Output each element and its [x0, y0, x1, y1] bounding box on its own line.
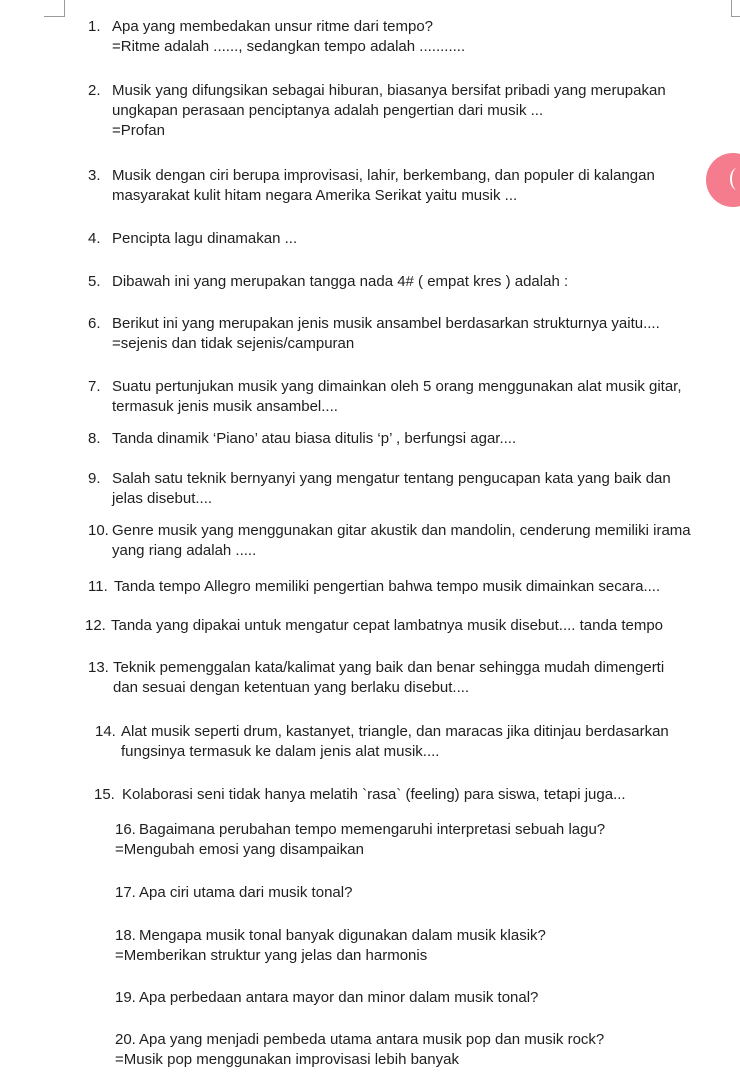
question-text-line: Suatu pertunjukan musik yang dimainkan oleh 5 orang menggunakan alat musik gitar, [112, 378, 682, 395]
answer-text: =Profan [112, 122, 165, 139]
answer-text: =Mengubah emosi yang disampaikan [115, 841, 364, 858]
question-text-line: Pencipta lagu dinamakan ... [112, 230, 298, 247]
page-corner-mark-left-line [44, 16, 64, 17]
question-number: 11. [88, 578, 108, 595]
question-text-line: Tanda yang dipakai untuk mengatur cepat lambatnya musik disebut.... tanda tempo [111, 617, 664, 634]
question-text-line: Alat musik seperti drum, kastanyet, triangle, dan maracas jika ditinjau berdasarkan [121, 723, 669, 740]
answer-text: =Musik pop menggunakan improvisasi lebih banyak [115, 1051, 459, 1068]
answer-text: =Ritme adalah ......, sedangkan tempo adalah ........... [112, 38, 466, 55]
question-text-line: Musik dengan ciri berupa improvisasi, lahir, berkembang, dan populer di kalangan [112, 167, 655, 184]
question-text-line: Berikut ini yang merupakan jenis musik ansambel berdasarkan strukturnya yaitu.... [112, 315, 660, 332]
question-number: 8. [88, 430, 101, 447]
question-text-line: masyarakat kulit hitam negara Amerika Serikat yaitu musik ... [112, 187, 518, 204]
question-text-line: Apa yang menjadi pembeda utama antara musik pop dan musik rock? [139, 1031, 605, 1048]
question-number: 16. [115, 821, 136, 838]
question-number: 2. [88, 82, 101, 99]
question-text-line: jelas disebut.... [112, 490, 213, 507]
floating-action-button[interactable] [706, 153, 740, 207]
question-text-line: termasuk jenis musik ansambel.... [112, 398, 338, 415]
question-text-line: Musik yang difungsikan sebagai hiburan, biasanya bersifat pribadi yang merupakan [112, 82, 666, 99]
question-number: 19. [115, 989, 136, 1006]
question-text-line: fungsinya termasuk ke dalam jenis alat musik.... [121, 743, 440, 760]
question-text-line: Apa ciri utama dari musik tonal? [139, 884, 353, 901]
question-number: 20. [115, 1031, 136, 1048]
question-text-line: Bagaimana perubahan tempo memengaruhi interpretasi sebuah lagu? [139, 821, 606, 838]
question-number: 14. [95, 723, 116, 740]
question-number: 7. [88, 378, 101, 395]
question-text-line: Tanda dinamik ‘Piano’ atau biasa ditulis ‘p’ , berfungsi agar.... [112, 430, 517, 447]
question-text-line: Apa perbedaan antara mayor dan minor dalam musik tonal? [139, 989, 539, 1006]
question-number: 18. [115, 927, 136, 944]
question-text-line: Teknik pemenggalan kata/kalimat yang baik dan benar sehingga mudah dimengerti [113, 659, 665, 676]
question-number: 6. [88, 315, 101, 332]
question-text-line: Dibawah ini yang merupakan tangga nada 4# ( empat kres ) adalah : [112, 273, 569, 290]
page-corner-mark-left [64, 0, 65, 17]
question-text-line: dan sesuai dengan ketentuan yang berlaku disebut.... [113, 679, 470, 696]
question-text-line: Kolaborasi seni tidak hanya melatih `rasa` (feeling) para siswa, tetapi juga... [122, 786, 626, 803]
question-text-line: Salah satu teknik bernyanyi yang mengatur tentang pengucapan kata yang baik dan [112, 470, 671, 487]
question-text-line: Tanda tempo Allegro memiliki pengertian bahwa tempo musik dimainkan secara.... [114, 578, 661, 595]
question-number: 17. [115, 884, 136, 901]
question-number: 3. [88, 167, 101, 184]
question-number: 13. [88, 659, 109, 676]
question-number: 5. [88, 273, 101, 290]
question-text-line: ungkapan perasaan penciptanya adalah pengertian dari musik ... [112, 102, 544, 119]
answer-text: =Memberikan struktur yang jelas dan harmonis [115, 947, 428, 964]
question-text-line: Apa yang membedakan unsur ritme dari tempo? [112, 18, 434, 35]
question-number: 10. [88, 522, 109, 539]
question-number: 4. [88, 230, 101, 247]
question-number: 15. [94, 786, 115, 803]
question-text-line: Mengapa musik tonal banyak digunakan dalam musik klasik? [139, 927, 546, 944]
page-corner-mark-right [731, 0, 740, 17]
question-text-line: Genre musik yang menggunakan gitar akustik dan mandolin, cenderung memiliki irama [112, 522, 691, 539]
answer-text: =sejenis dan tidak sejenis/campuran [112, 335, 355, 352]
question-number: 12. [85, 617, 106, 634]
question-number: 9. [88, 470, 101, 487]
question-number: 1. [88, 18, 101, 35]
question-text-line: yang riang adalah ..... [112, 542, 257, 559]
